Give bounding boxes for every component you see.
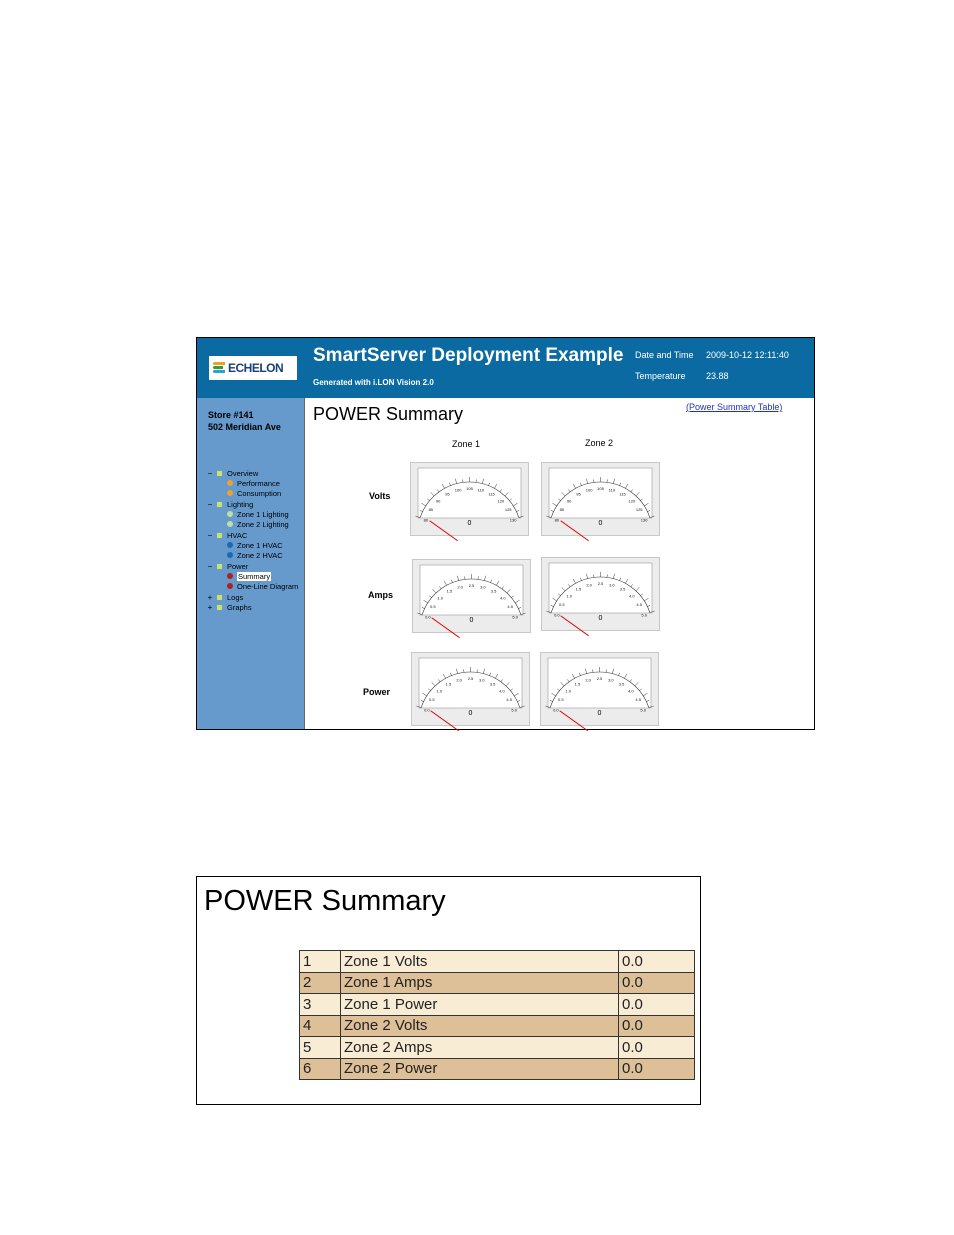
nav-item-zone1-hvac[interactable] xyxy=(227,540,283,550)
logo-text: ECHELON xyxy=(228,361,284,375)
dial-tick-label: 0.0 xyxy=(424,707,430,713)
dial-tick-label: 120 xyxy=(497,498,505,504)
gauge-readout: 0 xyxy=(468,710,473,717)
table-page-title: POWER Summary xyxy=(204,885,446,917)
table-row xyxy=(300,1058,695,1080)
dial-tick-label: 1.5 xyxy=(446,588,453,594)
dial-tick-label: 115 xyxy=(488,491,495,497)
nav-label: Summary xyxy=(238,571,271,581)
gauge-dial xyxy=(549,468,652,523)
nav-item-one-line-diagram[interactable] xyxy=(227,581,298,591)
nav-item-zone2-hvac[interactable] xyxy=(227,550,283,560)
dial-tick-label: 4.5 xyxy=(506,697,512,703)
dial-tick-label: 85 xyxy=(428,507,434,513)
nav-lighting[interactable] xyxy=(206,499,253,509)
row-name-cell: Zone 2 Amps xyxy=(341,1037,619,1059)
header-banner xyxy=(197,338,814,398)
nav-label: One-Line Diagram xyxy=(237,581,299,591)
dial-tick-label: 0.5 xyxy=(559,602,565,608)
dial-tick-label: 1.0 xyxy=(565,688,571,694)
gauge-readout: 0 xyxy=(598,520,603,527)
dial-tick-label: 3.5 xyxy=(619,586,626,592)
row-value-cell: 0.0 xyxy=(619,1058,695,1080)
dial-tick-label: 95 xyxy=(445,491,450,497)
zone-2-heading: Zone 2 xyxy=(585,438,614,448)
dial-tick-label: 90 xyxy=(435,498,441,504)
status-dot-icon xyxy=(227,552,233,558)
power-summary-table-link[interactable]: (Power Summary Table) xyxy=(686,402,783,412)
dial-tick-label: 0.5 xyxy=(558,697,564,703)
dial-tick-label: 2.0 xyxy=(585,677,591,683)
app-subtitle: Generated with i.LON Vision 2.0 xyxy=(313,378,434,387)
row-index-cell: 6 xyxy=(300,1058,341,1080)
row-name-cell: Zone 1 Power xyxy=(341,994,619,1016)
nav-label: Zone 1 Lighting xyxy=(237,509,289,519)
nav-item-zone1-lighting[interactable] xyxy=(227,509,289,519)
gauge-zone1-amps xyxy=(412,559,531,633)
dial-tick-label: 4.0 xyxy=(500,595,506,601)
power-row-label: Power xyxy=(363,687,391,697)
row-value-cell: 0.0 xyxy=(619,951,695,973)
nav-graphs[interactable] xyxy=(206,602,252,612)
dial-tick-label: 4.5 xyxy=(636,602,642,608)
gauge-readout: 0 xyxy=(469,617,474,624)
dial-tick-label: 115 xyxy=(619,491,626,497)
status-dot-icon xyxy=(227,542,233,548)
dial-tick-label: 4.5 xyxy=(635,697,641,703)
power-summary-table xyxy=(299,950,695,1080)
folder-square-icon xyxy=(217,564,222,569)
nav-label: Overview xyxy=(227,468,259,478)
smartserver-window xyxy=(196,337,815,730)
dial-tick-label: 95 xyxy=(576,491,581,497)
nav-label: Consumption xyxy=(237,488,282,498)
temperature-label: Temperature xyxy=(635,371,686,381)
dial-tick-label: 1.5 xyxy=(575,586,582,592)
gauge-dial xyxy=(420,565,523,620)
table-row xyxy=(300,1015,695,1037)
dial-tick-label: 100 xyxy=(454,487,462,493)
store-address: 502 Meridian Ave xyxy=(208,422,281,432)
gauge-zone2-volts xyxy=(541,462,660,536)
dial-tick-label: 2.5 xyxy=(468,583,475,588)
dial-tick-label: 5.0 xyxy=(512,614,518,620)
gauge-zone2-amps xyxy=(541,557,660,631)
gauge-readout: 0 xyxy=(598,615,603,622)
amps-row-label: Amps xyxy=(368,590,394,600)
dial-tick-label: 105 xyxy=(597,486,604,491)
dial-tick-label: 125 xyxy=(635,507,643,513)
nav-label: Zone 2 HVAC xyxy=(237,550,283,560)
dial-tick-label: 0.0 xyxy=(425,614,431,620)
nav-overview[interactable] xyxy=(206,468,258,478)
folder-square-icon xyxy=(217,605,222,610)
dial-tick-label: 80 xyxy=(423,517,429,523)
nav-logs[interactable] xyxy=(206,592,243,602)
dial-tick-label: 2.0 xyxy=(456,677,462,683)
row-index-cell: 4 xyxy=(300,1015,341,1037)
nav-power[interactable] xyxy=(206,561,248,571)
status-dot-icon xyxy=(227,521,233,527)
dial-tick-label: 2.5 xyxy=(597,581,604,586)
nav-label: Zone 2 Lighting xyxy=(237,519,289,529)
status-dot-icon xyxy=(227,583,233,589)
row-name-cell: Zone 1 Volts xyxy=(341,951,619,973)
page-title: POWER Summary xyxy=(313,404,464,424)
row-value-cell: 0.0 xyxy=(619,994,695,1016)
table-row xyxy=(300,951,695,973)
row-index-cell: 1 xyxy=(300,951,341,973)
temperature-value: 23.88 xyxy=(706,371,729,381)
dial-tick-label: 1.5 xyxy=(574,681,581,687)
dial-tick-label: 4.0 xyxy=(499,688,505,694)
table-row xyxy=(300,972,695,994)
dial-tick-label: 3.0 xyxy=(479,677,485,683)
echelon-logo-mark-icon xyxy=(213,362,225,374)
dial-tick-label: 90 xyxy=(566,498,572,504)
dial-tick-label: 0.5 xyxy=(430,604,436,610)
sidebar xyxy=(197,398,304,729)
dial-tick-label: 130 xyxy=(640,517,648,523)
table-row xyxy=(300,994,695,1016)
volts-row-label: Volts xyxy=(369,491,391,501)
dial-tick-label: 3.0 xyxy=(609,582,615,588)
dial-tick-label: 1.5 xyxy=(445,681,452,687)
collapse-toggle-icon[interactable]: − xyxy=(207,530,213,540)
row-name-cell: Zone 2 Power xyxy=(341,1058,619,1080)
gauge-zone1-volts xyxy=(410,462,529,536)
dial-tick-label: 3.5 xyxy=(490,588,497,594)
datetime-value: 2009-10-12 12:11:40 xyxy=(706,350,789,360)
dial-tick-label: 0.0 xyxy=(554,612,560,618)
dial-tick-label: 120 xyxy=(628,498,636,504)
power-summary-table-window xyxy=(196,876,701,1105)
gauge-dial xyxy=(419,658,522,713)
collapse-toggle-icon[interactable]: − xyxy=(207,561,213,571)
dial-tick-label: 3.5 xyxy=(489,681,496,687)
dial-tick-label: 2.0 xyxy=(586,582,592,588)
row-value-cell: 0.0 xyxy=(619,1015,695,1037)
gauge-readout: 0 xyxy=(467,520,472,527)
dial-tick-label: 2.0 xyxy=(457,584,463,590)
dial-tick-label: 5.0 xyxy=(511,707,517,713)
gauge-dial xyxy=(549,563,652,618)
dial-tick-label: 4.0 xyxy=(628,688,634,694)
datetime-label: Date and Time xyxy=(635,350,694,360)
row-value-cell: 0.0 xyxy=(619,972,695,994)
dial-tick-label: 1.0 xyxy=(436,688,442,694)
dial-tick-label: 3.0 xyxy=(480,584,486,590)
nav-label: Logs xyxy=(227,592,244,602)
status-dot-icon xyxy=(227,573,233,579)
dial-tick-label: 2.5 xyxy=(467,676,474,681)
gauge-dial xyxy=(548,658,651,713)
nav-item-zone2-lighting[interactable] xyxy=(227,519,289,529)
dial-tick-label: 2.5 xyxy=(596,676,603,681)
dial-tick-label: 110 xyxy=(477,487,485,493)
nav-label: Zone 1 HVAC xyxy=(237,540,283,550)
dial-tick-label: 100 xyxy=(585,487,593,493)
dial-tick-label: 0.5 xyxy=(429,697,435,703)
nav-item-consumption[interactable] xyxy=(227,488,281,498)
nav-item-performance[interactable] xyxy=(227,478,280,488)
collapse-toggle-icon[interactable]: − xyxy=(207,499,213,509)
row-index-cell: 5 xyxy=(300,1037,341,1059)
folder-square-icon xyxy=(217,595,222,600)
dial-tick-label: 5.0 xyxy=(641,612,647,618)
nav-label: Lighting xyxy=(227,499,254,509)
nav-label: Power xyxy=(227,561,249,571)
status-dot-icon xyxy=(227,490,233,496)
dial-tick-label: 110 xyxy=(608,487,616,493)
folder-square-icon xyxy=(217,533,222,538)
gauge-readout: 0 xyxy=(597,710,602,717)
nav-label: Performance xyxy=(237,478,280,488)
collapse-toggle-icon[interactable]: − xyxy=(207,468,213,478)
expand-toggle-icon[interactable]: + xyxy=(207,602,213,612)
dial-tick-label: 85 xyxy=(559,507,565,513)
nav-label: Graphs xyxy=(227,602,252,612)
row-name-cell: Zone 2 Volts xyxy=(341,1015,619,1037)
dial-tick-label: 5.0 xyxy=(640,707,646,713)
nav-item-summary[interactable] xyxy=(227,571,271,581)
dial-tick-label: 4.0 xyxy=(629,593,635,599)
dial-tick-label: 1.0 xyxy=(437,595,443,601)
row-value-cell: 0.0 xyxy=(619,1037,695,1059)
gauge-zone1-power xyxy=(411,652,530,726)
gauge-zone2-power xyxy=(540,652,659,726)
expand-toggle-icon[interactable]: + xyxy=(207,592,213,602)
status-dot-icon xyxy=(227,480,233,486)
nav-hvac[interactable] xyxy=(206,530,247,540)
status-dot-icon xyxy=(227,511,233,517)
main-content xyxy=(304,398,814,729)
row-index-cell: 2 xyxy=(300,972,341,994)
zone-1-heading: Zone 1 xyxy=(452,439,481,449)
dial-tick-label: 105 xyxy=(466,486,473,491)
row-index-cell: 3 xyxy=(300,994,341,1016)
dial-tick-label: 1.0 xyxy=(566,593,572,599)
dial-tick-label: 0.0 xyxy=(553,707,559,713)
row-name-cell: Zone 1 Amps xyxy=(341,972,619,994)
dial-tick-label: 130 xyxy=(509,517,517,523)
app-title: SmartServer Deployment Example xyxy=(313,345,624,366)
folder-square-icon xyxy=(217,502,222,507)
dial-tick-label: 4.5 xyxy=(507,604,513,610)
dial-tick-label: 80 xyxy=(554,517,560,523)
table-row xyxy=(300,1037,695,1059)
dial-tick-label: 3.5 xyxy=(618,681,625,687)
store-name: Store #141 xyxy=(208,410,254,420)
nav-label: HVAC xyxy=(227,530,248,540)
folder-square-icon xyxy=(217,471,222,476)
dial-tick-label: 125 xyxy=(504,507,512,513)
echelon-logo xyxy=(209,356,297,380)
gauge-dial xyxy=(418,468,521,523)
dial-tick-label: 3.0 xyxy=(608,677,614,683)
